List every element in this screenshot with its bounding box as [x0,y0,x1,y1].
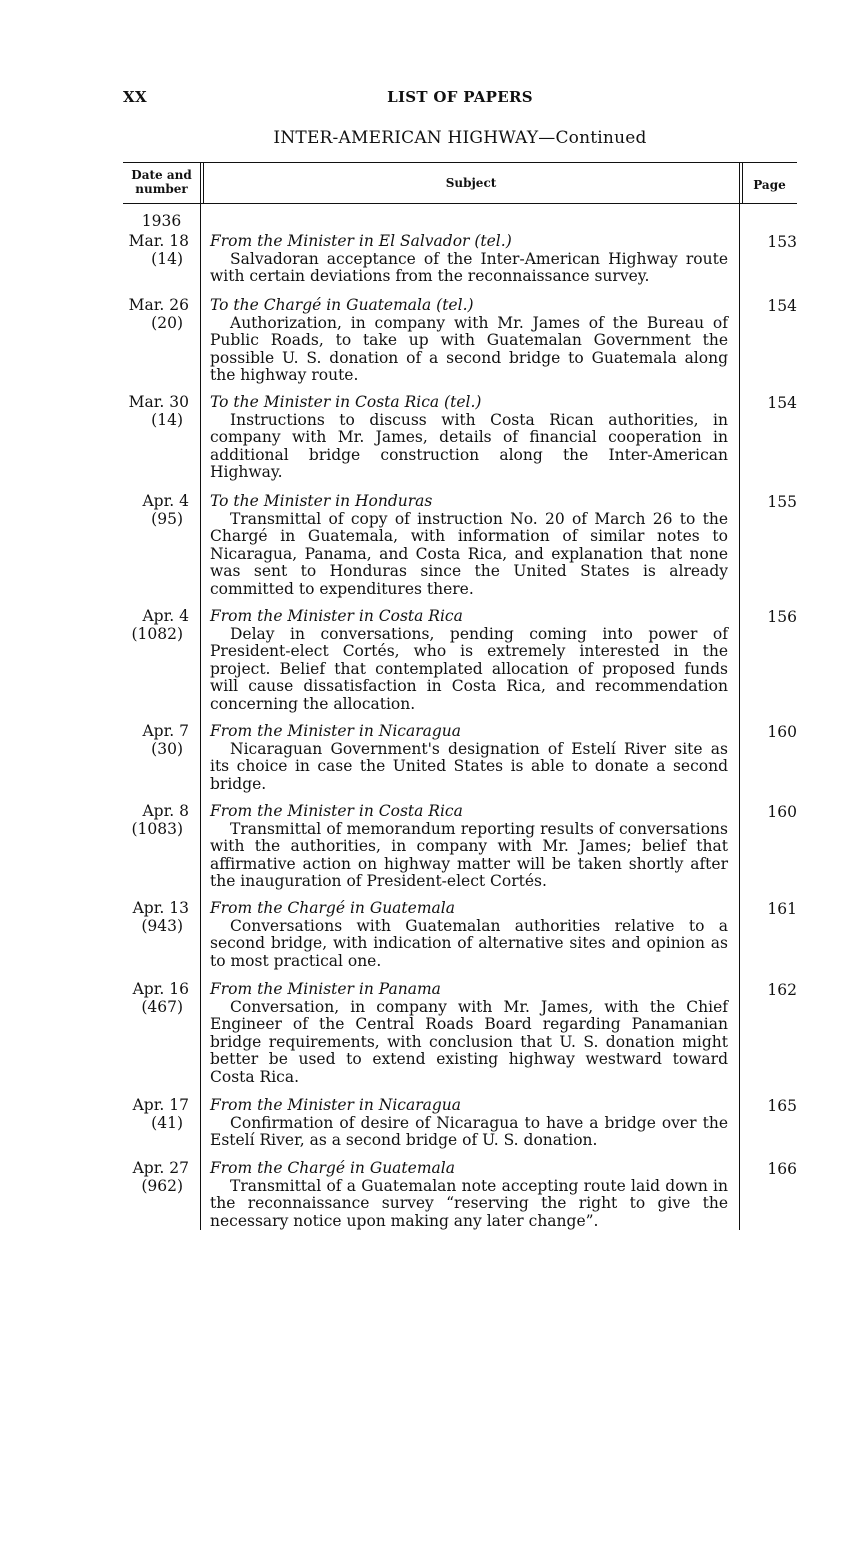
entry-number: (30) [151,739,183,758]
entry-description: Nicaraguan Government's designation of Estelí River site as its choice in case the United States is able to donate a second bridge. [210,739,728,793]
entry-date: Apr. 27 [132,1159,189,1177]
entry-from: To the Chargé in Guatemala (tel.) [210,296,474,314]
year-label: 1936 [141,212,182,230]
entry-page: 153 [767,233,797,251]
column-header-date: Date and number [131,168,192,196]
entry-from: To the Minister in Honduras [210,492,433,510]
subject-cell [210,803,728,891]
entry-date: Apr. 17 [132,1096,189,1114]
entry-number: (467) [141,997,183,1016]
entry-date: Apr. 4 [142,607,189,625]
date-cell [123,233,189,268]
entry-description: Salvadoran acceptance of the Inter-American Highway route with certain deviations from the reconnaissance survey. [210,249,728,285]
entry-description: Authorization, in company with Mr. James of the Bureau of Public Roads, to take up with Guatemalan Government the possible U. S. donation of a second bridge to Guatemala along the highway route. [210,313,728,384]
entry-description: Conversation, in company with Mr. James, with the Chief Engineer of the Central Roads Board regarding Panamanian bridge requirements, with conclusion that U. S. donation might better be used to extend existing highway westward toward Costa Rica. [210,997,728,1086]
entry-description: Transmittal of a Guatemalan note accepting route laid down in the reconnaissance survey “reserving the right to give the necessary notice upon making any later change”. [210,1176,728,1230]
entry-from: From the Minister in Nicaragua [210,1096,461,1114]
entry-description: Transmittal of memorandum reporting results of conversations with the authorities, in company with Mr. James; belief that affirmative action on highway matter will be taken shortly after the inauguration of President-elect Cortés. [210,819,728,890]
entry-date: Apr. 8 [142,802,189,820]
table-header-rule [123,203,797,204]
entry-from: To the Minister in Costa Rica (tel.) [210,393,482,411]
entry-from: From the Chargé in Guatemala [210,1159,455,1177]
entry-page: 154 [767,297,797,315]
entry-description: Confirmation of desire of Nicaragua to have a bridge over the Estelí River, as a second bridge of U. S. donation. [210,1113,728,1149]
entry-page: 155 [767,493,797,511]
subject-cell [210,394,728,482]
entry-page: 161 [767,900,797,918]
entry-number: (41) [151,1113,183,1132]
table-top-rule [123,162,797,163]
entry-page: 154 [767,394,797,412]
page-folio: XX [123,88,147,106]
entry-page: 165 [767,1097,797,1115]
entry-number: (14) [151,410,183,429]
entry-number: (1083) [131,819,183,838]
entry-date: Mar. 26 [128,296,189,314]
entry-date: Apr. 16 [132,980,189,998]
section-title: INTER-AMERICAN HIGHWAY—Continued [273,128,647,148]
entry-page: 166 [767,1160,797,1178]
date-cell [123,394,189,429]
entry-number: (20) [151,313,183,332]
entry-from: From the Minister in Nicaragua [210,722,461,740]
date-cell [123,608,189,643]
entry-page: 156 [767,608,797,626]
entry-date: Mar. 30 [128,393,189,411]
column-divider-right [739,162,740,1230]
date-cell [123,1160,189,1195]
date-cell [123,981,189,1016]
entry-description: Instructions to discuss with Costa Rican authorities, in company with Mr. James, details of financial cooperation in additional bridge construction along the Inter-American Highway. [210,410,728,481]
entry-date: Apr. 4 [142,492,189,510]
entry-from: From the Minister in Costa Rica [210,802,463,820]
date-cell [123,493,189,528]
entry-date: Mar. 18 [128,232,189,250]
column-header-page: Page [753,178,786,192]
subject-cell [210,493,728,598]
subject-cell [210,900,728,970]
entry-description: Conversations with Guatemalan authorities relative to a second bridge, with indication of alternative sites and opinion as to most practical one. [210,916,728,970]
entry-date: Apr. 7 [142,722,189,740]
entry-page: 160 [767,803,797,821]
entry-description: Transmittal of copy of instruction No. 20 of March 26 to the Chargé in Guatemala, with information of similar notes to Nicaragua, Panama, and Costa Rica, and explanation that none was sent to Honduras since the United States is already committed to expenditures there. [210,509,728,598]
entry-number: (943) [141,916,183,935]
entry-from: From the Minister in Panama [210,980,441,998]
subject-cell [210,233,728,286]
entry-from: From the Minister in Costa Rica [210,607,463,625]
subject-cell [210,981,728,1086]
subject-cell [210,1160,728,1230]
date-cell [123,803,189,838]
date-cell [123,723,189,758]
entry-number: (14) [151,249,183,268]
entry-description: Delay in conversations, pending coming into power of President-elect Cortés, who is extremely interested in the project. Belief that contemplated allocation of proposed funds will cause dissatisfaction in Costa Rica, and recommendation concerning the allocation. [210,624,728,713]
running-head [123,88,797,110]
entry-number: (962) [141,1176,183,1195]
subject-cell [210,1097,728,1150]
entry-from: From the Chargé in Guatemala [210,899,455,917]
date-cell [123,1097,189,1132]
entry-page: 162 [767,981,797,999]
entry-from: From the Minister in El Salvador (tel.) [210,232,512,250]
column-divider-left [200,162,201,1230]
entry-number: (1082) [131,624,183,643]
date-cell [123,900,189,935]
column-header-subject: Subject [445,176,497,190]
entry-date: Apr. 13 [132,899,189,917]
subject-cell [210,297,728,385]
entry-number: (95) [151,509,183,528]
entry-page: 160 [767,723,797,741]
running-title: LIST OF PAPERS [387,88,533,106]
subject-cell [210,608,728,713]
subject-cell [210,723,728,793]
date-cell [123,297,189,332]
